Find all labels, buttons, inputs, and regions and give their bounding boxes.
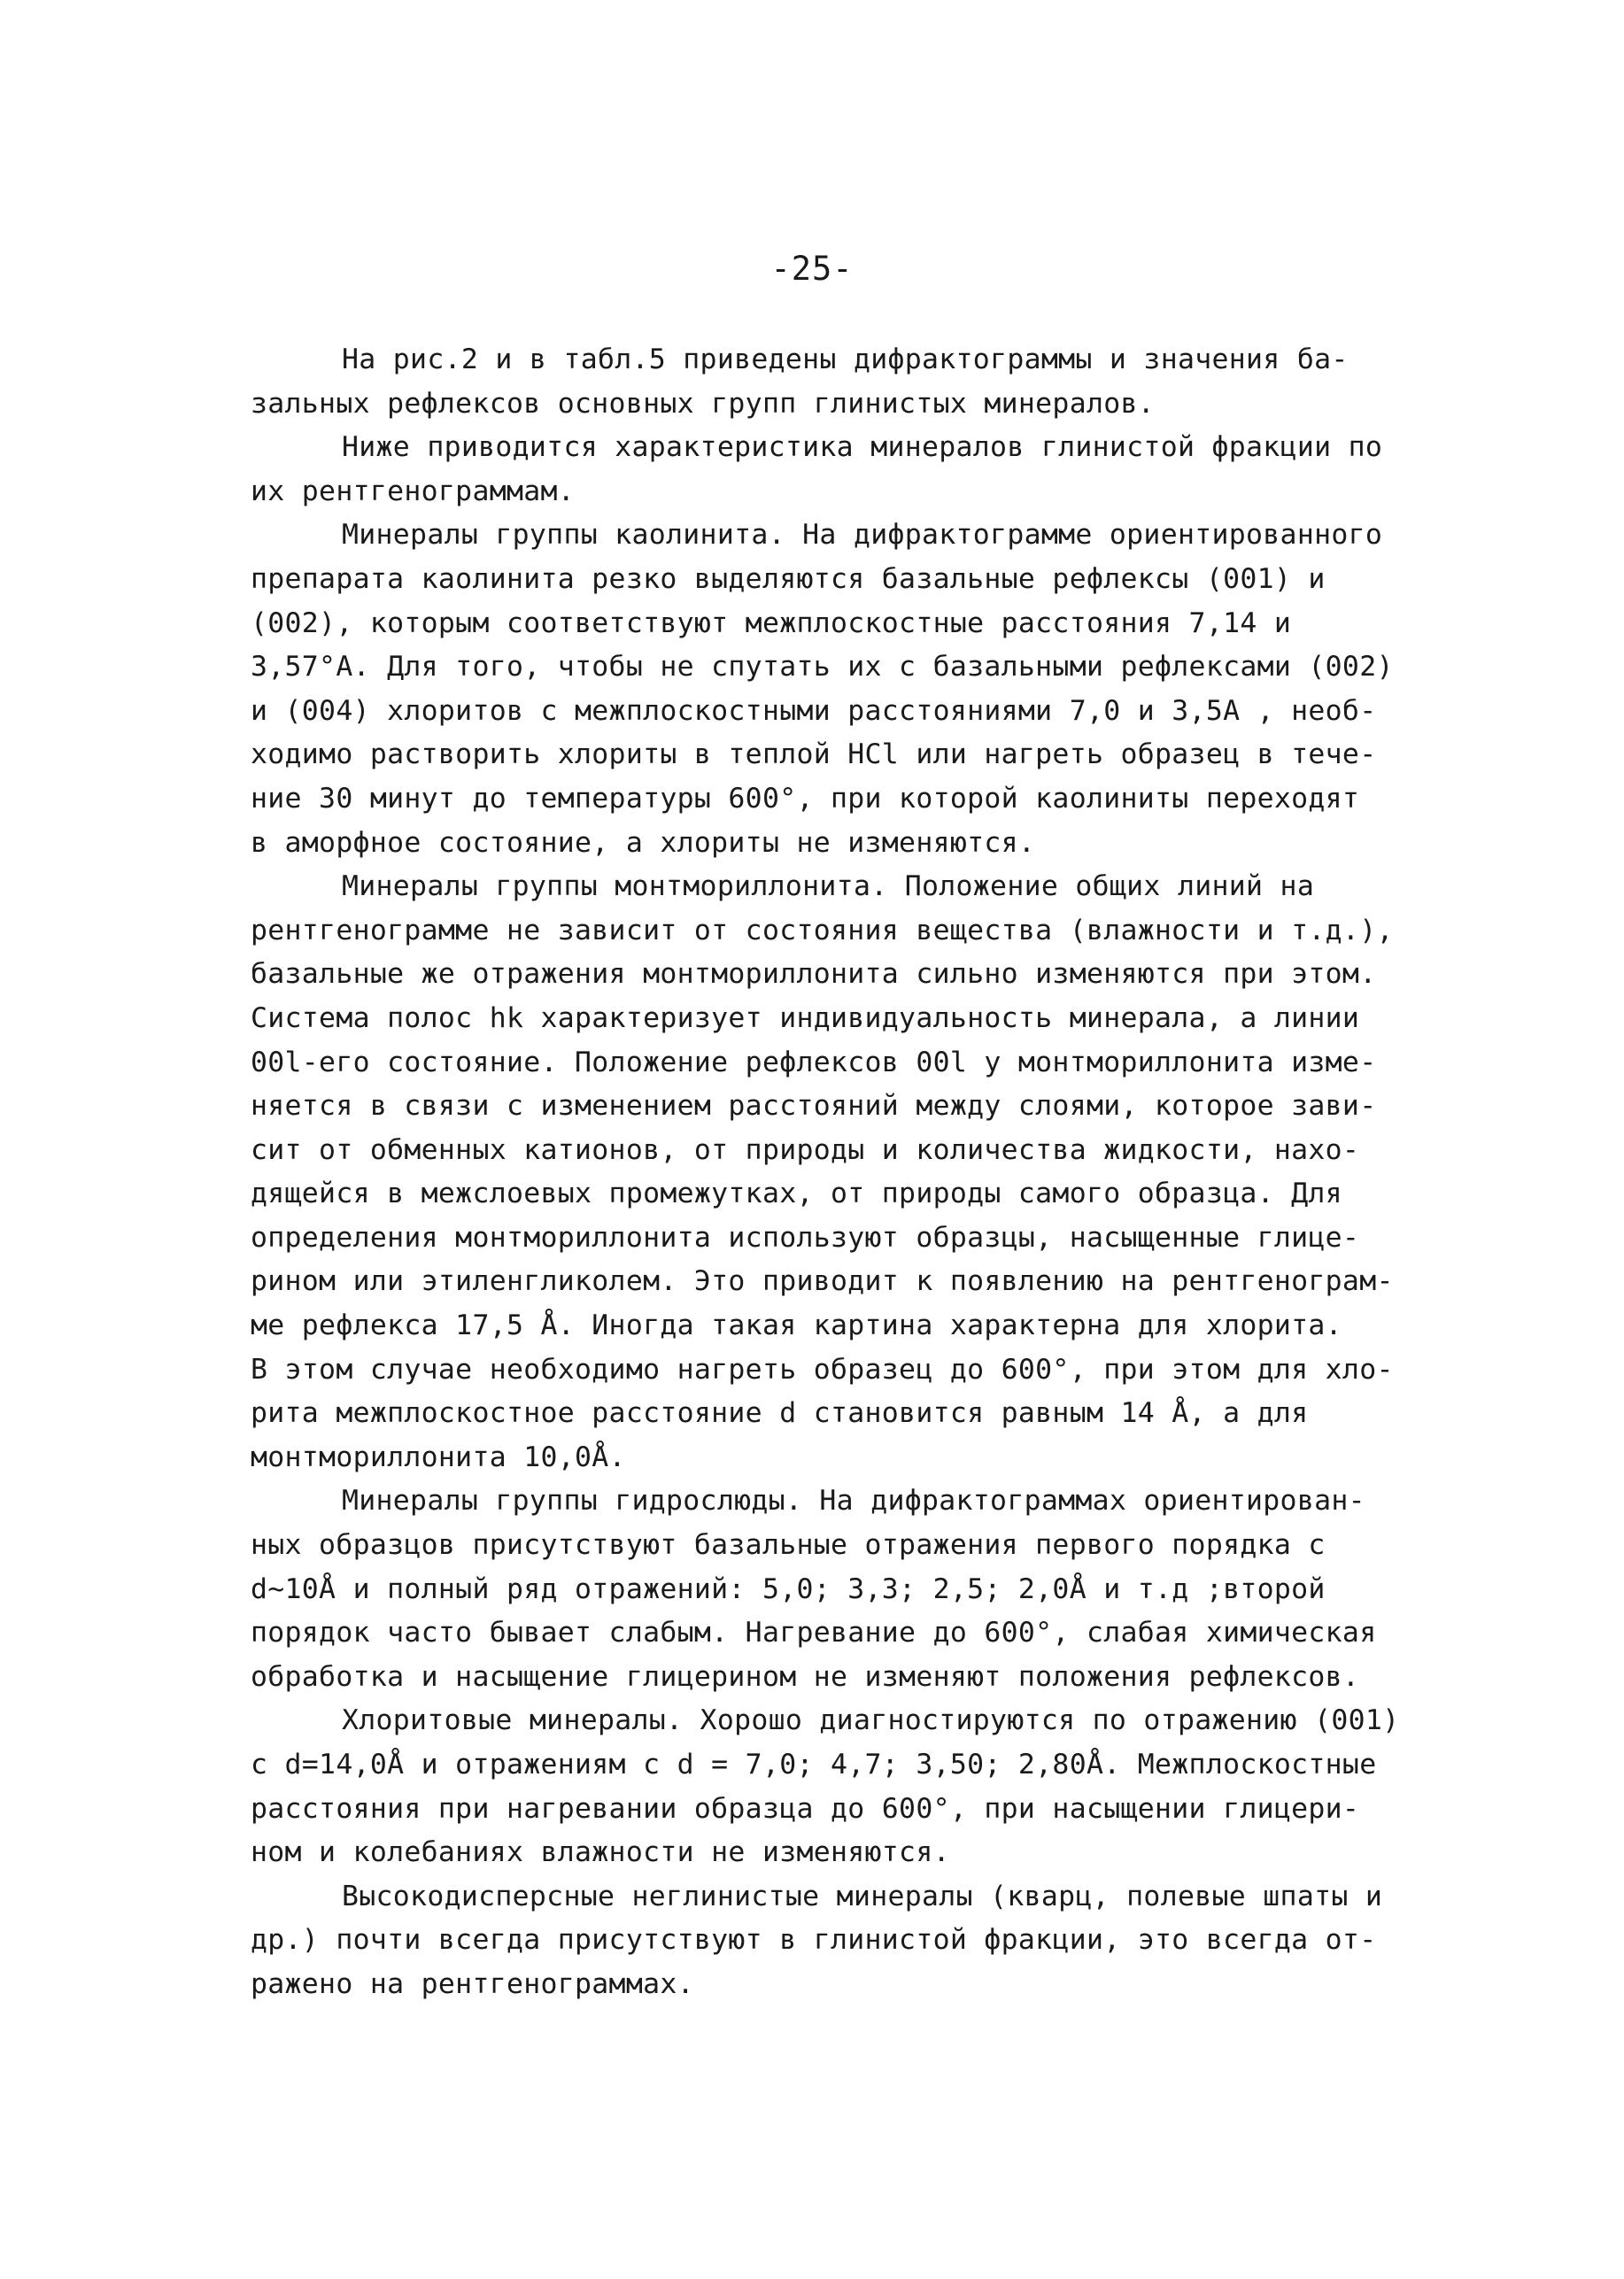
text-line: Высокодисперсные неглинистые минералы (кварц, полевые шпаты и xyxy=(342,1880,1383,1912)
text-line: 00l-его состояние. Положение рефлексов 00l у монтмориллонита изме- xyxy=(251,1046,1377,1078)
text-line: определения монтмориллонита используют образцы, насыщенные глице- xyxy=(251,1221,1360,1254)
page-number: -25- xyxy=(770,250,854,288)
text-line: расстояния при нагревании образца до 600°, при насыщении глицери- xyxy=(251,1792,1360,1825)
section-heading-line: Минералы группы каолинита. На дифрактограмме ориентированного xyxy=(342,519,1383,552)
text-line: базальные же отражения монтмориллонита сильно изменяются при этом. xyxy=(251,958,1377,991)
text-line: монтмориллонита 10,0Å. xyxy=(251,1441,626,1473)
text-line: сит от обменных катионов, от природы и количества жидкости, нахо- xyxy=(251,1133,1360,1166)
text-line: рентгенограмме не зависит от состояния вещества (влажности и т.д.), xyxy=(251,914,1394,946)
text-line: в аморфное состояние, а хлориты не изменяются. xyxy=(251,826,1036,859)
text-line: их рентгенограммам. xyxy=(251,475,576,507)
text-line: препарата каолинита резко выделяются базальные рефлексы (001) и xyxy=(251,562,1326,595)
text-line: ние 30 минут до температуры 600°, при которой каолиниты переходят xyxy=(251,782,1360,815)
text-line: d~10Å и полный ряд отражений: 5,0; 3,3; 2,5; 2,0Å и т.д ;второй xyxy=(251,1572,1326,1605)
text-line: рита межплоскостное расстояние d становится равным 14 Å, а для xyxy=(251,1397,1309,1430)
text-line: ражено на рентгенограммах. xyxy=(251,1967,694,2000)
section-heading-line: Хлоритовые минералы. Хорошо диагностируются по отражению (001) xyxy=(342,1704,1400,1737)
text-line: и (004) хлоритов с межплоскостными расстояниями 7,0 и 3,5А , необ- xyxy=(251,694,1377,727)
text-line: порядок часто бывает слабым. Нагревание до 600°, слабая химическая xyxy=(251,1617,1377,1649)
text-line: рином или этиленгликолем. Это приводит к появлению на рентгенограм- xyxy=(251,1265,1394,1298)
text-line: 3,57°А. Для того, чтобы не спутать их с базальными рефлексами (002) xyxy=(251,651,1394,684)
body-text xyxy=(251,338,1490,2007)
text-line: обработка и насыщение глицерином не изменяют положения рефлексов. xyxy=(251,1660,1360,1693)
section-heading-line: Минералы группы монтмориллонита. Положение общих линий на xyxy=(342,870,1315,903)
text-line: ме рефлекса 17,5 Å. Иногда такая картина характерна для хлорита. xyxy=(251,1309,1342,1342)
text-line: Ниже приводится характеристика минералов глинистой фракции по xyxy=(342,431,1383,464)
text-line: др.) почти всегда присутствуют в глинистой фракции, это всегда от- xyxy=(251,1924,1377,1957)
text-line: В этом случае необходимо нагреть образец до 600°, при этом для хло- xyxy=(251,1353,1394,1386)
section-heading-line: Минералы группы гидрослюды. На дифрактограммах ориентирован- xyxy=(342,1485,1365,1518)
text-line: На рис.2 и в табл.5 приведены дифрактограммы и значения ба- xyxy=(342,344,1349,375)
text-line: Система полос hk характеризует индивидуальность минерала, а линии xyxy=(251,1001,1360,1034)
text-line: ных образцов присутствуют базальные отражения первого порядка с xyxy=(251,1529,1326,1562)
text-line: ходимо растворить хлориты в теплой HCl или нагреть образец в тече- xyxy=(251,738,1377,771)
text-line: няется в связи с изменением расстояний между слоями, которое зави- xyxy=(251,1090,1377,1123)
text-line: ном и колебаниях влажности не изменяются. xyxy=(251,1836,950,1869)
text-line: с d=14,0Å и отражениям с d = 7,0; 4,7; 3,50; 2,80Å. Межплоскостные xyxy=(251,1749,1377,1781)
text-line: (002), которым соответствуют межплоскостные расстояния 7,14 и xyxy=(251,606,1292,639)
text-line: дящейся в межслоевых промежутках, от природы самого образца. Для xyxy=(251,1178,1342,1210)
text-line: зальных рефлексов основных групп глинистых минералов. xyxy=(251,387,1156,420)
